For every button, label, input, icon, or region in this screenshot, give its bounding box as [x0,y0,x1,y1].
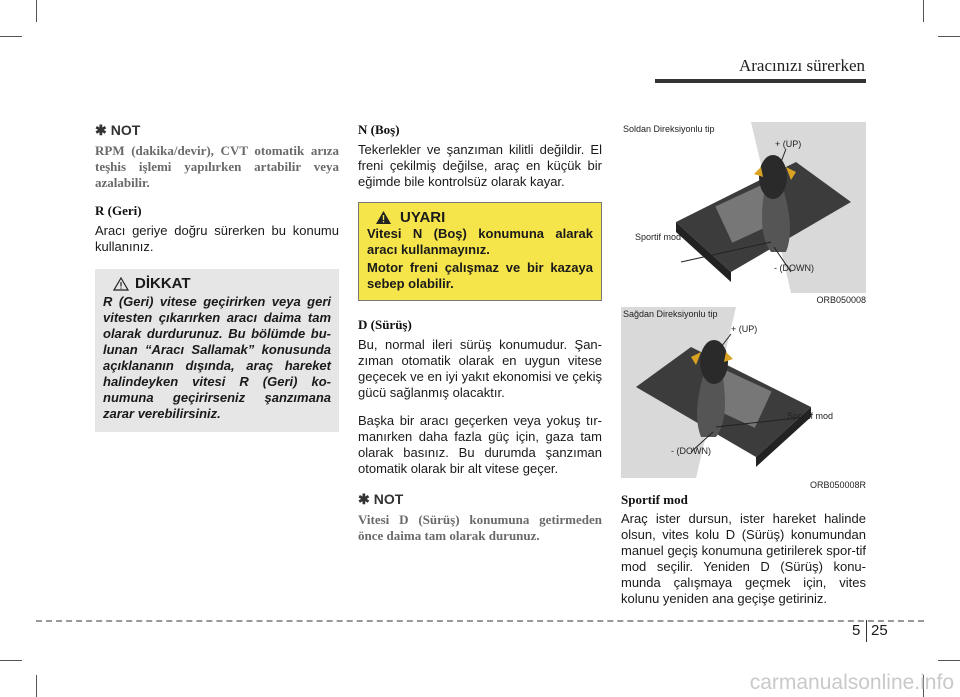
r-heading: R (Geri) [95,203,142,218]
d-text-2: Başka bir aracı geçerken veya yokuş tır-manırken daha fazla güç için, gaza tam olarak basınız. Bu durumda şanzıman otomatik olarak bir alt vitese geçer. [358,413,602,476]
up-label: + (UP) [775,139,802,149]
column-right [621,122,866,607]
shifter-figure-lhd [621,122,866,293]
warning-triangle-icon [375,210,392,225]
warning-text-1: Vitesi N (Boş) konumuna alarak aracı kullanmayınız. [367,226,593,257]
warning-heading: UYARI [375,209,593,226]
header-rule [655,79,866,83]
sport-label: Sportif mod [635,232,682,242]
page-number: 25 [871,622,888,639]
r-text: Aracı geriye doğru sürerken bu konumu kullanınız. [95,223,339,254]
crop-mark [923,0,924,22]
crop-mark [0,36,22,37]
crop-mark [938,660,960,661]
n-heading: N (Boş) [358,122,400,137]
crop-mark [36,0,37,22]
star-icon: ✱ [95,122,107,138]
figure-title: Soldan Direksiyonlu tip [623,124,715,134]
caution-heading: DİKKAT [113,275,331,292]
d-heading: D (Sürüş) [358,317,412,332]
footer-rule [36,620,924,622]
column-left [95,122,339,432]
page-header-title: Aracınızı sürerken [738,56,865,75]
note-text-2: Vitesi D (Sürüş) konumuna getirmeden önce daima tam olarak durunuz. [358,512,602,543]
down-label: - (DOWN) [774,263,814,273]
crop-mark [0,660,22,661]
warning-box [358,202,602,301]
crop-mark [36,675,37,697]
sport-heading: Sportif mod [621,492,688,507]
n-text: Tekerlekler ve şanzıman kilitli değildir. El freni çekilmiş değilse, araç en küçük bir eğimde bile kontrolsüz olarak kayar. [358,142,602,189]
sport-label: Sportif mod [787,411,834,421]
section-number: 5 [852,622,861,639]
warning-triangle-icon [113,277,129,291]
figure-title: Sağdan Direksiyonlu tip [623,309,718,319]
d-text-1: Bu, normal ileri sürüş konumudur. Şan-zıman otomatik olarak en uygun vitese geçecek ve en iyi yakıt ekonomisi ve çekiş gücü sağlanmış olacaktır. [358,337,602,400]
shifter-figure-rhd [621,307,866,478]
note-heading: ✱ NOT [95,122,141,138]
caution-box [95,269,339,432]
down-label: - (DOWN) [671,446,711,456]
shifter-illustration [621,122,866,293]
note-text: RPM (dakika/devir), CVT otomatik arıza teşhis işlemi yapılırken artabilir veya azalabilir. [95,143,339,190]
column-middle [358,122,602,544]
warning-text-2: Motor freni çalışmaz ve bir kazaya sebep olabilir. [367,260,593,291]
caution-text: R (Geri) vitese geçirirken veya geri vitesten çıkarırken aracı daima tam olarak durdurunuz. Bu bölümde bu-lunan “Aracı Sallamak” konusunda açıklananın dışında, araç hareket halindeyken vitesi R (Geri) ko-numuna geçirirseniz şanzımana zarar verebilirsiniz. [103,294,331,421]
watermark: carmanualsonline.info [749,671,954,694]
up-label: + (UP) [731,324,758,334]
figure-code: ORB050008R [809,480,866,490]
sport-text: Araç ister dursun, ister hareket halinde olsun, vites kolu D (Sürüş) konumundan manuel geçiş konumuna getirilerek spor-tif mod seçilir. Yeniden D (Sürüş) konu-munda çalışmaya geçmek için, vites kolunu yeniden ana geçişe getiriniz. [621,511,866,606]
star-icon: ✱ [358,491,370,507]
figure-code: ORB050008 [816,295,866,305]
page-number-divider [866,620,867,642]
note-heading-2: ✱ NOT [358,491,404,507]
crop-mark [938,36,960,37]
